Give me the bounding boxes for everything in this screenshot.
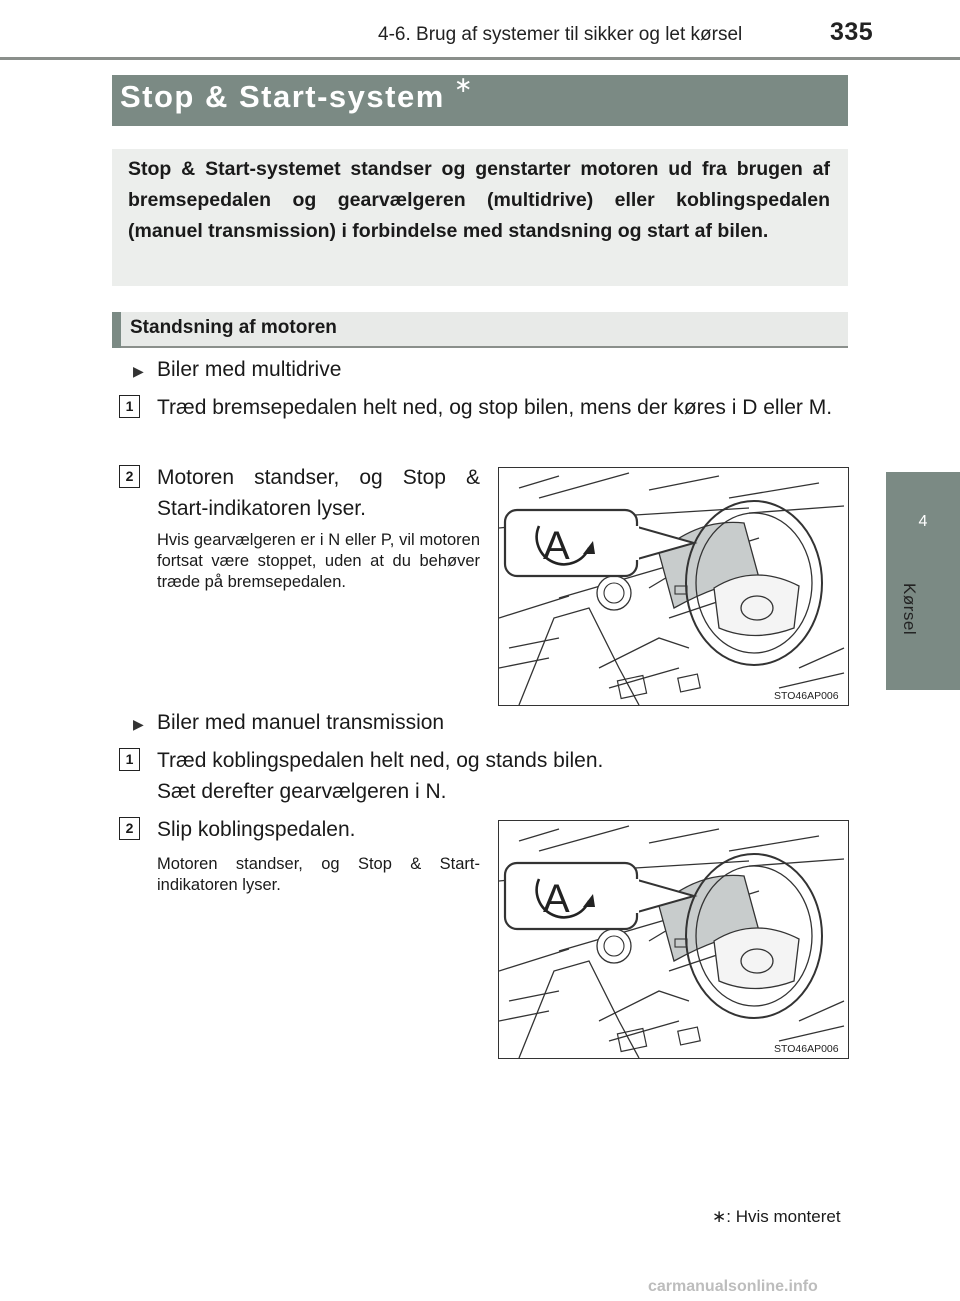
intro-text: Stop & Start-systemet standser og genstarter motoren ud fra brugen af bremsepedalen og gearvælgeren (multidrive) eller koblingspedalen (manuel transmission) i forbindelse med standsning og start af bilen. xyxy=(128,158,830,242)
step-number-box: 2 xyxy=(119,817,140,840)
step-text: Slip koblingspedalen. xyxy=(157,818,356,841)
step-text-continued: Sæt derefter gearvælgeren i N. xyxy=(157,780,447,803)
callout-letter: A xyxy=(543,877,570,921)
watermark: carmanualsonline.info xyxy=(648,1278,818,1295)
page-number: 335 xyxy=(830,18,874,46)
subheading-manual: Biler med manuel transmission xyxy=(157,711,445,734)
chapter-tab xyxy=(886,472,960,690)
step-text: Motoren standser, og Stop & Start-indikatoren lyser. xyxy=(157,466,480,520)
section-heading: Standsning af motoren xyxy=(130,317,337,338)
header-rule xyxy=(0,57,960,60)
triangle-bullet-icon: ▶ xyxy=(133,363,144,379)
footnote-asterisk: ∗ xyxy=(712,1207,727,1226)
chapter-label: Kørsel xyxy=(900,583,919,636)
step-text: Træd koblingspedalen helt ned, og stands bilen. xyxy=(157,749,604,772)
step-number-box: 1 xyxy=(119,395,140,418)
footnote xyxy=(712,1207,841,1227)
callout-letter: A xyxy=(543,524,570,568)
figure-code: STO46AP006 xyxy=(774,690,839,702)
step-text: Træd bremsepedalen helt ned, og stop bilen, mens der køres i D eller M. xyxy=(157,396,833,419)
running-header: 4-6. Brug af systemer til sikker og let kørsel xyxy=(378,24,743,45)
step-note: Motoren standser, og Stop & Start-indikatoren lyser. xyxy=(157,855,480,894)
step-note: Hvis gearvælgeren er i N eller P, vil motoren fortsat være stoppet, uden at du behøver træde på bremsepedalen. xyxy=(157,531,480,591)
step-number-box: 1 xyxy=(119,748,140,771)
step-number-box: 2 xyxy=(119,465,140,488)
section-heading-accent xyxy=(112,312,121,348)
figure-code: STO46AP006 xyxy=(774,1043,839,1055)
page-title: Stop & Start-system xyxy=(120,79,445,114)
dashboard-illustration xyxy=(498,467,849,706)
dashboard-illustration xyxy=(498,820,849,1059)
subheading-multidrive: Biler med multidrive xyxy=(157,358,342,381)
triangle-bullet-icon: ▶ xyxy=(133,716,144,732)
title-asterisk: ∗ xyxy=(454,72,473,97)
chapter-number: 4 xyxy=(918,513,928,530)
footnote-text: : Hvis monteret xyxy=(726,1207,841,1226)
